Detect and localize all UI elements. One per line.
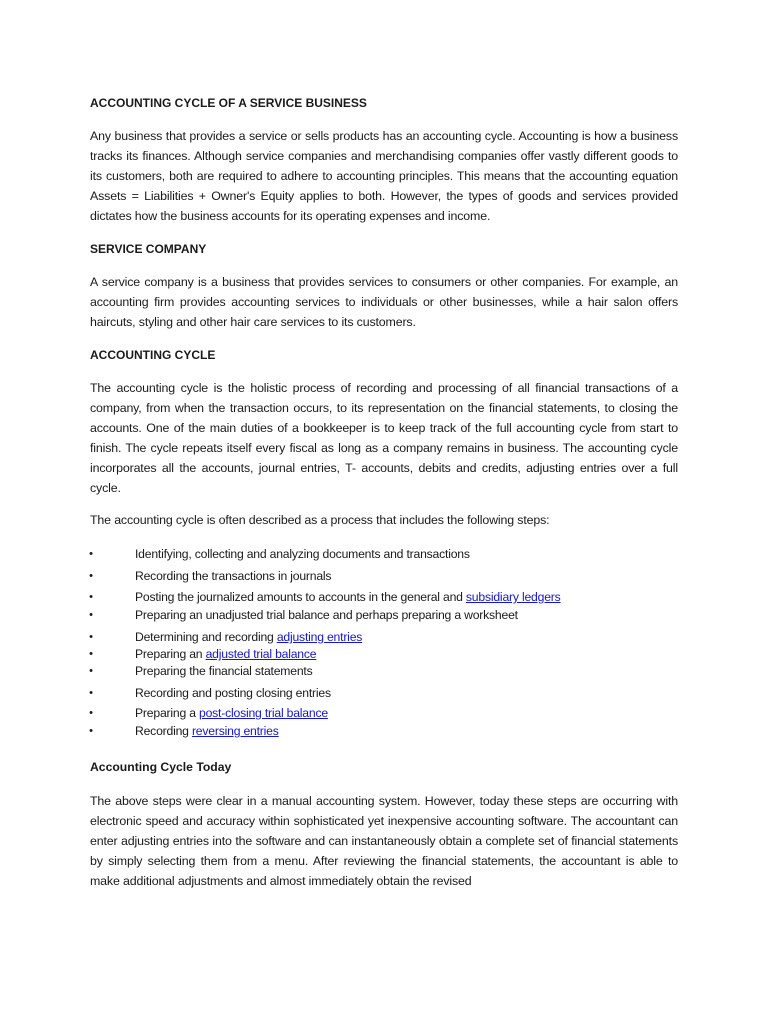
adjusting-entries-link[interactable]: adjusting entries [276, 630, 363, 644]
adjusted-trial-balance-link[interactable]: adjusted trial balance [205, 647, 317, 661]
step-text: Preparing an unadjusted trial balance and perhaps preparing a worksheet [135, 608, 518, 622]
step-text: Recording [135, 724, 192, 738]
service-company-heading: SERVICE COMPANY [90, 242, 207, 256]
list-item [90, 587, 678, 607]
bullet-icon: • [89, 687, 93, 699]
list-item [90, 683, 678, 703]
list-item [90, 566, 678, 586]
service-company-paragraph: A service company is a business that provides services to consumers or other companies. For example, an accounting firm provides accounting services to individuals or other businesses, while a hair salon offers haircuts, styling and other hair care services to its customers. [90, 275, 678, 329]
list-item [90, 605, 678, 625]
steps-intro: The accounting cycle is often described as a process that includes the following steps: [90, 513, 550, 527]
intro-paragraph: Any business that provides a service or sells products has an accounting cycle. Accounting is how a business tracks its finances. Although service companies and merchandising companies offer vastly different goods to its customers, both are required to adhere to accounting principles. This means that the accounting equation Assets = Liabilities + Owner's Equity applies to both. However, the types of goods and services provided dictates how the business accounts for its operating expenses and income. [90, 129, 678, 223]
list-item [90, 544, 678, 564]
list-item [90, 661, 678, 681]
step-text: Determining and recording [135, 630, 277, 644]
post-closing-trial-balance-link[interactable]: post-closing trial balance [199, 706, 328, 720]
step-text: Preparing a [135, 706, 199, 720]
step-text: Preparing an [135, 647, 206, 661]
step-text: Posting the journalized amounts to accounts in the general and [135, 590, 466, 604]
steps-list [90, 544, 678, 741]
list-item [90, 721, 678, 741]
bullet-icon: • [89, 648, 93, 660]
step-text: Identifying, collecting and analyzing documents and transactions [135, 547, 470, 561]
step-text: Recording and posting closing entries [135, 686, 331, 700]
reversing-entries-link[interactable]: reversing entries [191, 724, 279, 738]
bullet-icon: • [89, 591, 93, 603]
bullet-icon: • [89, 548, 93, 560]
accounting-cycle-paragraph: The accounting cycle is the holistic process of recording and processing of all financial transactions of a company, from when the transaction occurs, to its representation on the financial statements, to closing the accounts. One of the main duties of a bookkeeper is to keep track of the full accounting cycle from start to finish. The cycle repeats itself every fiscal as long as a company remains in business. The accounting cycle incorporates all the accounts, journal entries, T- accounts, debits and credits, adjusting entries over a full cycle. [90, 381, 678, 495]
accounting-cycle-heading: ACCOUNTING CYCLE [90, 348, 216, 362]
bullet-icon: • [89, 631, 93, 643]
document-body [90, 93, 678, 891]
bullet-icon: • [89, 609, 93, 621]
step-text: Preparing the financial statements [135, 664, 313, 678]
list-item [90, 703, 678, 723]
bullet-icon: • [89, 725, 93, 737]
bullet-icon: • [89, 665, 93, 677]
document-title: ACCOUNTING CYCLE OF A SERVICE BUSINESS [90, 96, 367, 110]
subsidiary-ledgers-link[interactable]: subsidiary ledgers [465, 590, 561, 604]
accounting-cycle-today-heading: Accounting Cycle Today [90, 760, 232, 774]
bullet-icon: • [89, 570, 93, 582]
step-text: Recording the transactions in journals [135, 569, 332, 583]
bullet-icon: • [89, 707, 93, 719]
accounting-cycle-today-paragraph: The above steps were clear in a manual accounting system. However, today these steps are occurring with electronic speed and accuracy within sophisticated yet inexpensive accounting software. The accountant can enter adjusting entries into the software and can instantaneously obtain a complete set of financial statements by simply selecting them from a menu. After reviewing the financial statements, the accountant is able to make additional adjustments and almost immediately obtain the revised [90, 794, 678, 888]
